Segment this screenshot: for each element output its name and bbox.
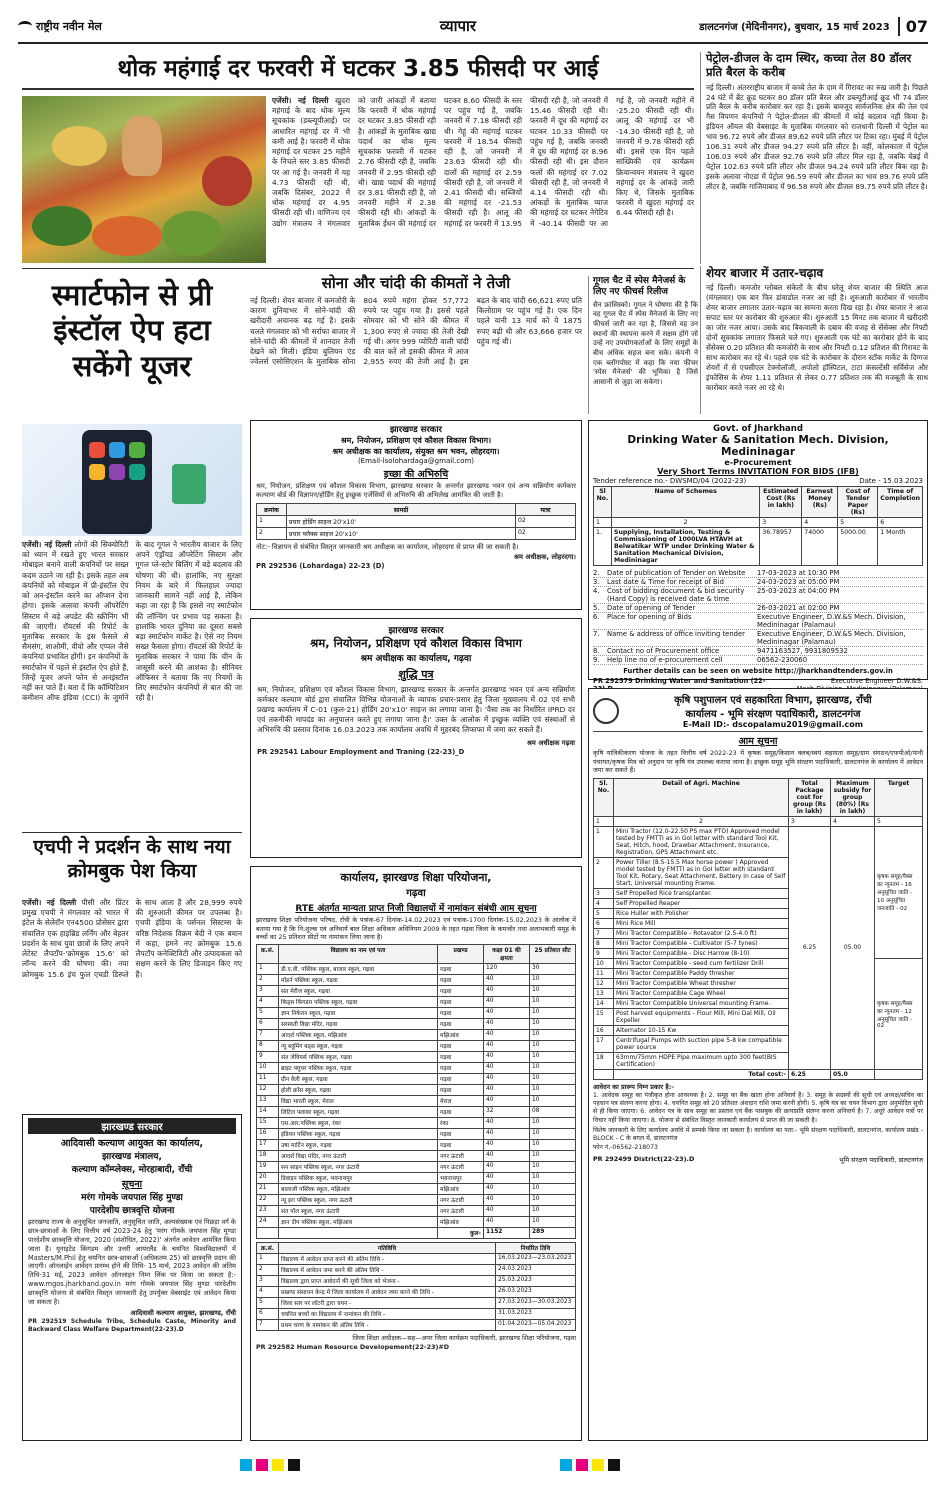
table-row: 11 Mini Tractor Compatible Paddy thresher	[594, 968, 923, 978]
table-row: 3 विद्यालय द्वारा प्राप्त आवेदनों की सूची जिला को भेजना - 25.03.2023	[257, 1275, 576, 1286]
table-row: 1 विद्यालय में आवेदन प्राप्त करने की अंतिम तिथि - 16.03.2023—23.03.2023	[257, 1253, 576, 1264]
table-row: 14 Mini Tractor Compatible Universal mounting Frame.	[594, 998, 923, 1008]
tender-table: Sl No. Name of Schemes Estimated Cost (Rs in lakh) Earnest Money (Rs) Cost of Tender Paper (Rs) Time of Completion 1 2 3 4 5 6 1. Supplying, Installation, Testing & Commissioning of 1000LVA HTAVH at Belwatikar WTP under Drinking Water & Sanitation Mechanical Division, Medininagar 36.78957 74000 5000.00 1 Month	[593, 486, 923, 566]
table-row: 9 Mini Tractor Compatible - Disc Harrow (8-10)	[594, 948, 923, 958]
ad-drinking-water-tender: Govt. of Jharkhand Drinking Water & Sanitation Mech. Division, Medininagar e-Procurement Very Short Terms INVITATION FOR BIDS (IFB) Tender reference no.- DWSMD/04 (2022-23) Date - 15.03.2023 Sl No. Name of Schemes Estimated Cost (Rs in lakh) Earnest Money (Rs) Cost of Tender Paper (Rs) Time of Completion 1 2 3 4 5 6 1. Supplying, Installation, Testing & Commissioning of 1000LVA HTAVH at Belwatikar WTP under Drinking Water & Sanitation Mechanical Division, Medininagar 36.78957 74000 5000.00 1 Month 2. Date of publication of Tender on Website 17-03-2023 at 10:30 PM 3. Last date & Time for receipt of Bid 24-03-2023 at 05:00 PM 4. Cost of bidding document & bid security (Hard Copy) is received date & time 25-03-2023 at 04:00 PM 5. Date of opening of Tender 26-03-2021 at 02:00 PM 6. Place for opening of Bids Executive Engineer, D.W.&S Mech. Division, Medininagar (Palamau) 7. Name & address of office inviting tender Executive Engineer, D.W.&S Mech. Division, Medininagar (Palamau) 8. Contact no of Procurement office 9471163527, 9931809532 9. Help line no of e-procurement cell 06562-230060 Further details can be seen on website http://jharkhandtenders.gov.in PR 292579 Drinking Water and Sanitation (22- Executive Engineer D.W.&S.	[588, 420, 928, 680]
table-row: 4 प्रखण्ड संसाधन केन्द्र में जिला कार्यालय में आवेदन जमा करने की तिथि - 26.03.2023	[257, 1286, 576, 1297]
table-row: 5 जिला स्तर पर लॉटरी द्वारा चयन - 27.03.2023—30.03.2023	[257, 1297, 576, 1308]
jharkhand-emblem-icon	[593, 698, 619, 724]
paper-name: राष्ट्रीय नवीन मेल	[18, 19, 198, 34]
table-row: 18 आदर्श विद्या मंदिर, नगर ऊंटारी नगर ऊंटारी 40 10	[257, 1150, 576, 1161]
table-row: 1 Mini Tractor (12.0-22.50 PS max PTO) Approved model tested by FMTTI as in GoI letter with standard Tool Kit, Seat, Hitch, hood, Drawbar Attachment, Insurance, Registration, GPS Attachment etc. 6.25 05.00 कृषक समूह/पैक्स का न्यूनतम - 16 अनुसूचित जाति - 10 अनुसूचित जनजाति - 02	[594, 826, 923, 857]
table-row: 10 Mini Tractor Compatible - seed cum fertilizer Drill कृषक समूह/पैक्स का न्यूनतम - 12 अनुसूचित जाति - 02	[594, 958, 923, 968]
table-row: 17 उषा मार्टिन स्कूल, गढ़वा गढ़वा 40 10	[257, 1139, 576, 1150]
table-row: 6 सरस्वती विद्या मंदिर, गढ़वा गढ़वा 40 10	[257, 1018, 576, 1029]
table-row: 12 होली क्रॉस स्कूल, गढ़वा गढ़वा 40 10	[257, 1084, 576, 1095]
schedule-table: क्र.सं. गतिविधि निर्धारित तिथि 1 विद्यालय में आवेदन प्राप्त करने की अंतिम तिथि - 16.03.2023—23.03.2023 2 विद्यालय में आवेदन जमा करने की अंतिम तिथि - 24.03.2023 3 विद्यालय द्वारा प्राप्त आवेदनों की सूची जिला को भेजना - 25.03.2023 4 प्रखण्ड संसाधन केन्द्र में जिला कार्यालय में आवेदन जमा करने की तिथि - 26.03.2023 5 जिला स्तर पर लॉटरी द्वारा चयन - 27.03.2023—30.03.2023 6 चयनित बच्चों का विद्यालय में नामांकन की तिथि - 31.03.2023 7 प्रथम चरण के नामांकन की अंतिम तिथि - 01.04.2023—05.04.2023	[256, 1242, 576, 1331]
table-row: 5 Rice Huller with Polisher	[594, 908, 923, 918]
table-row: 11 ग्रीन वैली स्कूल, गढ़वा गढ़वा 40 10	[257, 1073, 576, 1084]
masthead	[18, 10, 928, 44]
ad-labour-lohardaga: झारखण्ड सरकार श्रम, नियोजन, प्रशिक्षण एवं कौशल विकास विभाग। श्रम अधीक्षक का कार्यालय, संयुक्त श्रम भवन, लोहरदगा। (Email-lsolohardaga@gmail.com) इच्छा की अभिरुचि श्रम, नियोजन, प्रशिक्षण एवं कौशल विकास विभाग, झारखण्ड सरकार के अन्तर्गत झारखण्ड भवन एवं अन्य सन्निर्माण कर्मकार कल्याण बोर्ड की विज्ञापन/होर्डिंग हेतु इच्छुक एजेंसियों से अभिरुचि की अभिलेख आमंत्रित की जाती है। क्रमांक सामग्री मात्रा 1 प्रचार होर्डिंग साइज 20'x10' 02 2 प्रचार फ्लैक्स साइज 20'x10' 02 नोट:- विज्ञापन से संबंधित विस्तृत जानकारी श्रम अधीक्षक का कार्यालय, लोहरदगा से प्राप्त की जा सकती है। श्रम अधीक्षक, लोहरदगा। PR 292536 (Lohardaga) 22-23 (D)	[250, 420, 582, 610]
table-row: 12 Mini Tractor Compatible Wheat thresher	[594, 978, 923, 988]
school-table: क्र.सं. विद्यालय का नाम एवं पता प्रखण्ड कक्षा 01 की क्षमता 25 प्रतिशत सीट 1 डी.ए.वी. पब्लिक स्कूल, बाजार स्कूल, गढ़वा गढ़वा 120 30 2 मॉडर्न पब्लिक स्कूल, गढ़वा गढ़वा 40 10 3 संत मेरीज स्कूल, गढ़वा गढ़वा 40 10 4 किड्स किंगडम पब्लिक स्कूल, गढ़वा गढ़वा 40 10 5 ज्ञान निकेतन स्कूल, गढ़वा गढ़वा 40 10 6 सरस्वती विद्या मंदिर, गढ़वा गढ़वा 40 10 7 आदर्श पब्लिक स्कूल, मझिआंव मझिआंव 40 10 8 न्यू ब्लूमिंग बड्स स्कूल, गढ़वा गढ़वा 40 10 9 संत जेवियर्स पब्लिक स्कूल, गढ़वा गढ़वा 40 10 10 ब्राइट फ्यूचर पब्लिक स्कूल, गढ़वा गढ़वा 40 10 11 ग्रीन वैली स्कूल, गढ़वा गढ़वा 40 10 12 होली क्रॉस स्कूल, गढ़वा गढ़वा 40 10 13 विद्या भारती स्कूल, मेराल मेराल 40 10 14 लिटिल फ्लावर स्कूल, गढ़वा गढ़वा 32 08 15 एस.आर.पब्लिक स्कूल, रंका रंका 40 10 16 इंडियन पब्लिक स्कूल, गढ़वा गढ़वा 40 10 17 उषा मार्टिन स्कूल, गढ़वा गढ़वा 40 10 18 आदर्श विद्या मंदिर, नगर ऊंटारी नगर ऊंटारी 40 10 19 सन साइन पब्लिक स्कूल, नगर ऊंटारी नगर ऊंटारी 40 10 20 डिवाइन पब्लिक स्कूल, भवनाथपुर भवनाथपुर 40 10 21 बालाजी पब्लिक स्कूल, मझिआंव मझिआंव 40 10 22 न्यू इरा पब्लिक स्कूल, नगर ऊंटारी नगर ऊंटारी 40 10 23 संत पॉल स्कूल, नगर ऊंटारी नगर ऊंटारी 40 10 24 ज्ञान दीप पब्लिक स्कूल, मझिआंव मझिआंव 40 10 कुल- 1152 289	[256, 944, 576, 1239]
table-row: 22 न्यू इरा पब्लिक स्कूल, नगर ऊंटारी नगर ऊंटारी 40 10	[257, 1194, 576, 1205]
ad-rte-admission: कार्यालय, झारखण्ड शिक्षा परियोजना, गढ़वा RTE अंतर्गत मान्यता प्राप्त निजी विद्यालयों में नामांकन संबंधी आम सूचना झारखण्ड शिक्षा परियोजना परिषद, राँची के पत्रांक-67 दिनांक-14.02.2023 एवं पत्रांक-1700 दिनांक-15.02.2023 के आलोक में बताया गया है कि नि:शुल्क एवं अनिवार्य बाल शिक्षा अधिकार अधिनियम 2009 के तहत गढ़वा जिला के कमजोर तथा अलाभकारी समूह के बच्चों का 25 प्रतिशत सीटों पर नामांकन लिया जाना है। क्र.सं. विद्यालय का नाम एवं पता प्रखण्ड कक्षा 01 की क्षमता 25 प्रतिशत सीट 1 डी.ए.वी. पब्लिक स्कूल, बाजार स्कूल, गढ़वा गढ़वा 120 30 2 मॉडर्न पब्लिक स्कूल, गढ़वा गढ़वा 40 10 3 संत मेरीज स्कूल, गढ़वा गढ़वा 40 10 4 किड्स किंगडम पब्लिक स्कूल, गढ़वा गढ़वा 40 10 5 ज्ञान निकेतन स्कूल, गढ़वा गढ़वा 40 10 6 सरस्वती विद्या मंदिर, गढ़वा गढ़वा 40 10 7 आदर्श पब्लिक स्कूल, मझिआंव मझिआंव 40 10 8 न्यू ब्लूमिंग बड्स स्कूल, गढ़वा गढ़वा 40 10 9 संत जेवियर्स पब्लिक स्कूल, गढ़वा गढ़वा 40 10 10 ब्राइट फ्यूचर पब्लिक स्कूल, गढ़वा गढ़वा 40 10 11 ग्रीन वैली स्कूल, गढ़वा गढ़वा 40 10 12 होली क्रॉस स्कूल, गढ़वा गढ़वा 40 10 13 विद्या भारती स्कूल, मेराल मेराल 40 10 14 लिटिल फ्लावर स्कूल, गढ़वा गढ़वा 32 08 15 एस.आर.पब्लिक स्कूल, रंका रंका 40 10 16 इंडियन पब्लिक स्कूल, गढ़वा गढ़वा 40 10 17 उषा मार्टिन स्कूल, गढ़वा गढ़वा 40 10 18 आदर्श विद्या मंदिर, नगर ऊंटारी नगर ऊंटारी 40 10 19 सन साइन पब्लिक स्कूल, नगर ऊंटारी नगर ऊंटारी 40 10 20 डिवाइन पब्लिक स्कूल, भवनाथपुर भवनाथपुर 40 10 21 बालाजी पब्लिक स्कूल, मझिआंव मझिआंव 40 10 22 न्यू इरा पब्लिक स्कूल, नगर ऊंटारी नगर ऊंटारी 40 10 23 संत पॉल स्कूल, नगर ऊंटारी नगर ऊंटारी 40 10 24 ज्ञान दीप पब्लिक स्कूल, मझिआंव मझिआंव 40 10 कुल- 1152 289 क्र.सं. गतिविधि निर्धारित तिथि 1 विद्यालय में आवेदन प्राप्त करने की अंतिम तिथि - 16.03.2023—23.03.2023 2 विद्यालय में आवेदन जमा करने की अंतिम तिथि - 24.03.2023 3 विद्यालय द्वारा प्राप्त आवेदनों की सूची जिला को भेजना - 25.03.2023 4 प्रखण्ड संसाधन केन्द्र में जिला कार्यालय में आवेदन जमा करने की तिथि - 26.03.2023 5 जिला स्तर पर लॉटरी द्वारा चयन - 27.03.2023—30.03.2023 6 चयनित बच्चों का विद्यालय में नामांकन की तिथि - 31.03.2023 7 प्रथम चरण के नामांकन की अंतिम तिथि - 01.04.2023—05.04.2023 जिला शिक्षा अधीक्षक—सह—अपर जिला कार्यक्रम पदाधिकारी, झारखण्ड शिक्षा परियोजना, गढ़वा PR 292582 Human Resource Developement(22-23)#D	[250, 866, 582, 1441]
table-row: 8 न्यू ब्लूमिंग बड्स स्कूल, गढ़वा गढ़वा 40 10	[257, 1040, 576, 1051]
tender-detail-row: 2. Date of publication of Tender on Website 17-03-2023 at 10:30 PM	[593, 569, 923, 578]
table-row: 6 चयनित बच्चों का विद्यालय में नामांकन की तिथि - 31.03.2023	[257, 1308, 576, 1319]
machine-table: Sl. No. Detail of Agri. Machine Total Package cost for group (Rs in lakh) Maximum subsidy for group (80%) (Rs in lakh) Target 1 2 3 4 5 1 Mini Tractor (12.0-22.50 PS max PTO) Approved model tested by FMTTI as in GoI letter with standard Tool Kit, Seat, Hitch, hood, Drawbar Attachment, Insurance, Registration, GPS Attachment etc. 6.25 05.00 कृषक समूह/पैक्स का न्यूनतम - 16 अनुसूचित जाति - 10 अनुसूचित जनजाति - 02 2 Power Tiller (8.5-15.5 Max horse power ) Approved model tested by FMTTI as in GoI letter with standard Tool Kit, Rotary, Seat Attachment, Battery in case of Self Start, Universal mounting Frame. 3 Self Propelled Rice transplanter. 4 Self Propelled Reaper 5 Rice Huller with Polisher 6 Mini Rice Mill 7 Mini Tractor Compatible - Rotavator (2.5-4.0 ft) 8 Mini Tractor Compatible - Cultivator (5-7 tynes) 9 Mini Tractor Compatible - Disc Harrow (8-10) 10 Mini Tractor Compatible - seed cum fertilizer Drill कृषक समूह/पैक्स का न्यूनतम - 12 अनुसूचित जाति - 02 11 Mini Tractor Compatible Paddy thresher 12 Mini Tractor Compatible Wheat thresher 13 Mini Tractor Compatible Cage Wheel 14 Mini Tractor Compatible Universal mounting Frame. 15 Post harvest equipments - Flour Mill, Mini Dal Mill, Oil Expeller 16 Alternator 10-15 Kw 17 Centrifugal Pumps with suction pipe 5-8 kw compatible power source 18 63mm/75mm HDPE Pipe maximum upto 300 feet(BIS Certification) Total cost:- 6.25 05.0	[593, 778, 923, 1080]
table-row: 1 प्रचार होर्डिंग साइज 20'x10' 02	[257, 516, 576, 528]
hp-article: एजेंसी। नई दिल्ली पीसी और प्रिंटर प्रमुख एचपी ने मंगलवार को भारत में इंटेल के सेलेरॉन एन4500 प्रोसेसर द्वारा संचालित एक हाइब्रिड लर्निंग और बेहतर प्रदर्शन के साथ युवा छात्रों के लिए अपने लेटेस्ट लैपटॉप-'क्रोमबुक 15.6' को लॉन्च करने की घोषणा की। नया क्रोमबुक 15.6 इंच फुल एचडी डिस्प्ले के साथ आता है और 28,999 रुपये की शुरुआती कीमत पर उपलब्ध है। एचपी इंडिया के पर्सनल सिस्टम्स के वरिष्ठ निदेशक विक्रम बेदी ने एक बयान में कहा, हमने नए क्रोमबुक 15.6 लैपटॉप कनेक्टिविटी और उत्पादकता को सक्षम करने के लिए डिजाइन किए गए हैं।	[22, 898, 242, 979]
table-row: 18 63mm/75mm HDPE Pipe maximum upto 300 feet(BIS Certification)	[594, 1052, 923, 1069]
table-row: 21 बालाजी पब्लिक स्कूल, मझिआंव मझिआंव 40 10	[257, 1183, 576, 1194]
table-row: 15 Post harvest equipments - Flour Mill, Mini Dal Mill, Oil Expeller	[594, 1008, 923, 1025]
table-row: 10 ब्राइट फ्यूचर पब्लिक स्कूल, गढ़वा गढ़वा 40 10	[257, 1062, 576, 1073]
print-registration-strip	[0, 1458, 945, 1472]
table-row: 2 प्रचार फ्लैक्स साइज 20'x10' 02	[257, 528, 576, 540]
smartphone-headline: स्मार्टफोन से प्री इंस्टॉल ऐप हटा सकेंगे यूजर	[51, 278, 213, 383]
lohardaga-items-table: क्रमांक सामग्री मात्रा 1 प्रचार होर्डिंग साइज 20'x10' 02 2 प्रचार फ्लैक्स साइज 20'x10' 02	[256, 503, 576, 540]
smartphone-article: एजेंसी। नई दिल्ली लोगों की सिक्योरिटी को ध्यान में रखते हुए भारत सरकार मोबाइल बनाने वाली कंपनियों पर सख्त कदम उठाने जा रही है। इसके तहत अब कंपनियों को मोबाइल में प्री-इंस्टॉल ऐप को अन-इंस्टॉल करने का ऑप्शन देना होगा। इसके अलावा कंपनी ऑपरेटिंग सिस्टम में बड़े अपडेट की स्क्रीनिंग भी की जाएगी। रॉयटर्स की रिपोर्ट के मुताबिक सरकार के इस फैसले से सैमसंग, शाओमी, वीवो और एप्पल जैसे कंपनियां प्रभावित होंगी। इन कंपनियों के स्मार्टफोन में पहले से इंस्टॉल ऐप होते हैं, जिन्हें यूजर अपने फोन से अनइंस्टॉल नहीं कर पाते हैं। बता दें कि कॉम्पिटिशन कमीशन ऑफ इंडिया (CCI) के जुर्माने के बाद गूगल ने भारतीय बाजार के लिए अपने एंड्रॉयड ऑपरेटिंग सिस्टम और गूगल प्ले-स्टोर बिलिंग में बड़े बदलाव की घोषणा की थी। हालांकि, नए सुरक्षा नियम के बारे में फिलहाल ज्यादा जानकारी सामने नहीं आई है, लेकिन कहा जा रहा है कि इससे नए स्मार्टफोन की लॉन्चिंग पर प्रभाव पड़ सकता है। हालांकि भारत दुनिया का दूसरा सबसे बड़ा स्मार्टफोन मार्केट है। ऐसे नए नियम सख्त फैसला होगा। रॉयटर्स की रिपोर्ट के मुताबिक सरकार ने पाया कि चीन के जासूसी करने की आशंका है। सीनियर ऑफिसर ने बताया कि नए नियमों के लिए स्मार्टफोन कंपनियों से बात की जा रही है।	[22, 540, 242, 703]
table-row: 16 इंडियन पब्लिक स्कूल, गढ़वा गढ़वा 40 10	[257, 1128, 576, 1139]
table-row: 6 Mini Rice Mill	[594, 918, 923, 928]
table-row: 2 विद्यालय में आवेदन जमा करने की अंतिम तिथि - 24.03.2023	[257, 1264, 576, 1275]
recycle-bin-icon	[172, 464, 206, 504]
wpi-headline: थोक महंगाई दर फरवरी में घटकर 3.85 फीसदी पर आई	[22, 52, 694, 90]
section-title: व्यापार	[439, 17, 476, 35]
tender-detail-row: 9. Help line no of e-procurement cell 06562-230060	[593, 656, 923, 665]
table-row: 7 प्रथम चरण के नामांकन की अंतिम तिथि - 01.04.2023—05.04.2023	[257, 1319, 576, 1330]
table-row: 13 विद्या भारती स्कूल, मेराल मेराल 40 10	[257, 1095, 576, 1106]
table-total-row: Total cost:- 6.25 05.0	[594, 1069, 923, 1079]
gold-silver-article: सोना और चांदी की कीमतों ने तेजी नई दिल्ली। शेयर बाजार में कमजोरी के कारण दुनियाभर में सोने-चांदी की खरीदारी अचानक बढ़ गई है। इसके चलते मंगलवार को भी सर्राफा बाजार में सोने-चांदी की कीमतों में शानदार तेजी देखने को मिली। इंडिया बुलियन एंड ज्वेलर्स एसोसिएशन के मुताबिक सोना 804 रुपये महंगा होकर 57,772 रुपये पर पहुंच गया है। इससे पहले सोमवार को भी सोने की कीमत में 1,300 रुपए से ज्यादा की तेजी देखी गई थी। अगर 999 प्योरिटी वाली चांदी की बात करें तो इसकी कीमत में आज 2,955 रुपए की तेजी आई है। इस बढ़त के बाद चांदी 66,621 रुपए प्रति किलोग्राम पर पहुंच गई है। एक दिन पहले यानी 13 मार्च को ये 1875 रुपए बढ़ी थी और 63,666 हजार पर पहुंच गई थी।	[250, 274, 582, 367]
table-row: 16 Alternator 10-15 Kw	[594, 1025, 923, 1035]
table-row: 2 Power Tiller (8.5-15.5 Max horse power ) Approved model tested by FMTTI as in GoI letter with standard Tool Kit, Rotary, Seat Attachment, Battery in case of Self Start, Universal mounting Frame.	[594, 857, 923, 888]
fuel-article: पेट्रोल-डीजल के दाम स्थिर, कच्चा तेल 80 डॉलर प्रति बैरल के करीब नई दिल्ली। अंतरराष्ट्रीय बाजार में कच्चे तेल के दाम में गिरावट का रुख जारी है। पिछले 24 घंटे में ब्रेंट क्रूड घटकर 80 डॉलर प्रति बैरल और डब्ल्यूटीआई क्रूड भी 74 डॉलर प्रति बैरल के करीब कारोबार कर रहा है। इसके बावजूद सार्वजनिक क्षेत्र की तेल एवं गैस विपणन कंपनियों ने पेट्रोल-डीजल की कीमतों में कोई बदलाव नहीं किया है। इंडियन ऑयल की वेबसाइट के मुताबिक मंगलवार को राजधानी दिल्ली में पेट्रोल का भाव 96.72 रुपये और डीजल 89.62 रुपये प्रति लीटर पर टिका रहा। मुंबई में पेट्रोल 106.31 रुपये और डीजल 94.27 रुपये प्रति लीटर है। वहीं, कोलकाता में पेट्रोल 106.03 रुपये और डीजल 92.76 रुपये प्रति लीटर मिल रहा है, जबकि चेन्नई में पेट्रोल 102.63 रुपये प्रति लीटर और डीजल 94.24 रुपये प्रति लीटर बिक रहा है। इसके अलावा नोएडा में पेट्रोल 96.59 रुपये और डीजल का भाव 89.76 रुपये प्रति लीटर है, जबकि गाजियाबाद में 96.58 रुपये और डीजल 89.75 रुपये प्रति लीटर है।	[700, 52, 928, 264]
table-row: 23 संत पॉल स्कूल, नगर ऊंटारी नगर ऊंटारी 40 10	[257, 1205, 576, 1216]
tender-detail-row: 8. Contact no of Procurement office 9471163527, 9931809532	[593, 647, 923, 656]
hp-headline: एचपी ने प्रदर्शन के साथ नया क्रोमबुक पेश किया	[22, 832, 242, 896]
table-row: 3 Self Propelled Rice transplanter.	[594, 888, 923, 898]
table-row: 17 Centrifugal Pumps with suction pipe 5-8 kw compatible power source	[594, 1035, 923, 1052]
table-row: 5 ज्ञान निकेतन स्कूल, गढ़वा गढ़वा 40 10	[257, 1007, 576, 1018]
tender-details	[593, 569, 923, 665]
tender-detail-row: 6. Place for opening of Bids Executive Engineer, D.W.&S Mech. Division, Medininagar (Palamau)	[593, 613, 923, 630]
tender-detail-row: 7. Name & address of office inviting tender Executive Engineer, D.W.&S Mech. Division, Medininagar (Palamau)	[593, 630, 923, 647]
table-row: 7 आदर्श पब्लिक स्कूल, मझिआंव मझिआंव 40 10	[257, 1029, 576, 1040]
table-row: 14 लिटिल फ्लावर स्कूल, गढ़वा गढ़वा 32 08	[257, 1106, 576, 1117]
google-chat-article: गूगल चैट में स्पेस मैनेजर्स के लिए नए फीचर्स रिलीज सैन फ्रांसिस्को। गूगल ने घोषणा की है कि वह गूगल चैट में स्पेस मैनेजर्स के लिए नए फीचर्स जारी कर रहा है, जिससे वह उन स्थानों की स्थापना करने में सक्षम होंगे जो उन्हें नए उपयोगकर्ताओं के लिए समूहों के बीच अधिक सहज बना सके। कंपनी ने एक ब्लॉगपोस्ट में कहा कि नया फीचर 'स्पेस मैनेजर्स' की भूमिका है जिसे आसानी से जुड़ा जा सकेगा।	[588, 276, 698, 414]
page-dateline: डालटनगंज (मेदिनीनगर), बुधवार, 15 मार्च 2023	[699, 22, 890, 33]
bird-logo-icon	[18, 21, 32, 31]
ad-tribal-scholarship: झारखण्ड सरकार आदिवासी कल्याण आयुक्त का कार्यालय, झारखण्ड मंत्रालय, कल्याण कॉम्प्लेक्स, मोरहाबादी, राँची सूचना मरंग गोमके जयपाल सिंह मुण्डा पारदेशीय छात्रवृत्ति योजना झारखण्ड राज्य के अनुसूचित जनजाति, अनुसूचित जाति, अल्पसंख्यक एवं पिछड़ा वर्ग के छात्र-छात्राओं के लिए वित्तीय वर्ष 2023-24 हेतु 'मरंग गोमके जयपाल सिंह मुण्डा पारदेशीय छात्रवृत्ति योजना, 2020 (संशोधित, 2022)' अंतर्गत आवेदन आमंत्रित किया जाता है। यूनाइटेड किंगडम और उत्तरी आयरलैंड के चयनित विश्वविद्यालयों में Masters/M.Phil हेतु चयनित छात्र-छात्राओं (अधिकतम 25) को छात्रवृत्ति प्रदान की जाएगी। ऑनलाईन आवेदन प्रारम्भ होने की तिथि- 15 मार्च, 2023 आवेदन की अंतिम तिथि-31 मई, 2023 आवेदन ऑनलाइन निम्न लिंक पर किया जा सकता है:- www.mgos.jharkhand.gov.in मरंग गोमके जयपाल सिंह मुण्डा पारदेशीय छात्रवृत्ति योजना से संबंधित विस्तृत जानकारी हेतु उपर्युक्त वेबसाईट एवं आवेदन किया जा सकता है। आदिवासी कल्याण आयुक्त, झारखण्ड, राँची PR 292519 Schedule Tribe, Schedule Caste, Minority and Backward Class Welfare Department(22-23).D	[22, 1114, 242, 1441]
table-row: 15 एस.आर.पब्लिक स्कूल, रंका रंका 40 10	[257, 1117, 576, 1128]
wpi-article: एजेंसी। नई दिल्ली खुदरा महंगाई के बाद थोक मूल्य सूचकांक (डब्ल्यूपीआई) पर आधारित महंगाई दर में भी कमी आई है। फरवरी में थोक महंगाई दर घटकर 25 महीने के निचले स्तर 3.85 फीसदी पर आ गई है। जनवरी में यह 4.73 फीसदी रही थी, जबकि दिसंबर, 2022 में थोक महंगाई दर 4.95 फीसदी रही थी। वाणिज्य एवं उद्योग मंत्रालय ने मंगलवार को जारी आंकड़ों में बताया कि फरवरी में थोक महंगाई दर घटकर 3.85 फीसदी रही है। आंकड़ों के मुताबिक खाद्य पदार्थ का थोक मूल्य सूचकांक फरवरी में घटकर 2.76 फीसदी रही है, जबकि जनवरी में 2.95 फीसदी रही थी। खाद्य पदार्थ की महंगाई दर 3.81 फीसदी रही है, जो जनवरी महीने में 2.38 फीसदी रही थी। आंकड़ों के मुताबिक ईंधन की महंगाई दर घटकर 8.60 फीसदी के स्तर पर पहुंच गई है, जबकि जनवरी में 7.18 फीसदी रही थी। गेहूं की महंगाई घटकर फरवरी में 18.54 फीसदी रही है, जो जनवरी में 23.63 फीसदी रही थी। दालों की महंगाई दर 2.59 फीसदी रही है, जो जनवरी में 2.41 फीसदी थी। सब्जियों की महंगाई दर -21.53 फीसदी रही है। आलू की महंगाई दर फरवरी में 13.95 फीसदी रही है, जो जनवरी में 15.46 फीसदी रही थी। फरवरी में दूध की महंगाई दर घटकर 10.33 फीसदी पर पहुंच गई है, जबकि जनवरी में दूध की महंगाई दर 8.96 फीसदी रही थी। इस दौरान फलों की महंगाई दर 7.02 फीसदी रही है, जो जनवरी में 4.14 फीसदी रही थी। आंकड़ों के मुताबिक प्याज की महंगाई दर घटकर नेगेटिव में -40.14 फीसदी पर आ गई है, जो जनवरी महीने में -25.20 फीसदी रही थी। आलू की महंगाई दर भी -14.30 फीसदी रही है, जो जनवरी में 9.78 फीसदी रही थी। इससे एक दिन पहले सांख्यिकी एवं कार्यक्रम क्रियान्वयन मंत्रालय ने खुदरा महंगाई दर के आंकड़े जारी किए थे, जिसके मुताबिक फरवरी में खुदरा महंगाई दर 6.44 फीसदी रही है।	[272, 96, 694, 228]
table-row: 1. Supplying, Installation, Testing & Commissioning of 1000LVA HTAVH at Belwatikar WTP under Drinking Water & Sanitation Mechanical Division, Medininagar 36.78957 74000 5000.00 1 Month	[594, 528, 923, 566]
table-total-row: कुल- 1152 289	[257, 1227, 576, 1238]
table-row: 3 संत मेरीज स्कूल, गढ़वा गढ़वा 40 10	[257, 985, 576, 996]
table-row: 2 मॉडर्न पब्लिक स्कूल, गढ़वा गढ़वा 40 10	[257, 974, 576, 985]
table-row: 9 संत जेवियर्स पब्लिक स्कूल, गढ़वा गढ़वा 40 10	[257, 1051, 576, 1062]
table-row: 4 किड्स किंगडम पब्लिक स्कूल, गढ़वा गढ़वा 40 10	[257, 996, 576, 1007]
table-row: 8 Mini Tractor Compatible - Cultivator (5-7 tynes)	[594, 938, 923, 948]
table-row: 24 ज्ञान दीप पब्लिक स्कूल, मझिआंव मझिआंव 40 10	[257, 1216, 576, 1227]
tender-detail-row: 5. Date of opening of Tender 26-03-2021 at 02:00 PM	[593, 604, 923, 613]
tender-detail-row: 3. Last date & Time for receipt of Bid 24-03-2023 at 05:00 PM	[593, 578, 923, 587]
table-row: 13 Mini Tractor Compatible Cage Wheel	[594, 988, 923, 998]
vegetable-market-photo	[22, 96, 266, 263]
table-row: 7 Mini Tractor Compatible - Rotavator (2.5-4.0 ft)	[594, 928, 923, 938]
smartphone-apps-image	[22, 424, 242, 536]
page-number: 07	[898, 17, 928, 36]
share-market-article: शेयर बाजार में उतार-चढ़ाव नई दिल्ली। कमजोर ग्लोबल संकेतों के बीच घरेलू शेयर बाजार की स्थिति आज (मंगलवार) एक बार फिर डांवाडोल नजर आ रही है। शुरुआती कारोबार में भारतीय शेयर बाजार लगातार उतार-चढ़ाव का सामना करता दिख रहा है। शेयर बाजार ने आज सपाट स्तर पर कारोबार की शुरुआत की। शुरुआती 15 मिनट तक बाजार में खरीदारी का जोर नजर आया। उसके बाद बिकवाली के दबाव की वजह से सेंसेक्स और निफ्टी दोनों सूचकांक लगातार फिसले चले गए। शुरुआती एक घंटे का कारोबार होने के बाद सेंसेक्स 0.20 प्रतिशत की कमजोरी के साथ और निफ्टी 0.12 प्रतिशत की गिरावट के साथ कारोबार कर रहे थे। पहले एक घंटे के कारोबार के दौरान स्टॉक मार्केट के दिग्गज शेयरों में से एचसीएल टेक्नोलॉजी, अपोलो हॉस्पिटल, टाटा कंसल्टेंसी सर्विसेज और इंफोसिस के शेयर 1.11 प्रतिशत से लेकर 0.77 प्रतिशत तक की मजबूती के साथ कारोबार करते नजर आ रहे थे।	[700, 266, 928, 414]
table-row: 4 Self Propelled Reaper	[594, 898, 923, 908]
table-row: 19 सन साइन पब्लिक स्कूल, नगर ऊंटारी नगर ऊंटारी 40 10	[257, 1161, 576, 1172]
ad-labour-garhwa: झारखण्ड सरकार श्रम, नियोजन, प्रशिक्षण एवं कौशल विकास विभाग श्रम अधीक्षक का कार्यालय, गढ़वा शुद्धि पत्र श्रम, नियोजन, प्रशिक्षण एवं कौशल विकास विभाग, झारखण्ड सरकार के अन्तर्गत झारखण्ड भवन एवं अन्य सन्निर्माण कर्मकार कल्याण बोर्ड द्वारा संचालित विभिन्न योजनाओं के व्यापक प्रचार-प्रसार हेतु जिला मुख्यालय में 02 एवं सभी प्रखण्ड कार्यालय में C-01 (कुल-21) होर्डिंग 20'x10' साइज का लगाया जाना है। 'वैसा तक का निर्धारित IPRD दर एवं तकनीकी मापदंड का अनुपालन करते हुए लगाया जाना है।' उक्त के आलोक में इच्छुक व्यक्ति एवं संस्थाओं से अभिरुचि की प्रस्ताव दिनांक 16.03.2023 तक कार्यालय अवधि में मुहरबंद लिफाफा में जमा कर सकते हैं। श्रम अधीक्षक गढ़वा PR 292541 Labour Employment and Traning (22-23)_D	[250, 618, 582, 858]
tender-detail-row: 4. Cost of bidding document & bid security (Hard Copy) is received date & time 25-03-2023 at 04:00 PM	[593, 587, 923, 604]
table-row: 1 डी.ए.वी. पब्लिक स्कूल, बाजार स्कूल, गढ़वा गढ़वा 120 30	[257, 963, 576, 974]
ad-agri-machines: कृषि पशुपालन एवं सहकारिता विभाग, झारखण्ड, राँची कार्यालय - भूमि संरक्षण पदाधिकारी, डालटनगंज E-Mail ID:- dscopalamu2019@gmail.com आम सूचना कृषि यांत्रिकीकरण योजना के तहत वित्तीय वर्ष 2022-23 में कृषक समूह/किसान क्लब/स्वयं सहायता समूह/ग्राम संगठन/एफपीओ/पानी पंचायत/कृषक मित्र को अनुदान पर कृषि यंत्र उपलब्ध कराया जाना है। इच्छुक समूह भूमि संरक्षण पदाधिकारी, डालटनगंज के कार्यालय में आवेदन जमा कर सकते हैं। Sl. No. Detail of Agri. Machine Total Package cost for group (Rs in lakh) Maximum subsidy for group (80%) (Rs in lakh) Target 1 2 3 4 5 1 Mini Tractor (12.0-22.50 PS max PTO) Approved model tested by FMTTI as in GoI letter with standard Tool Kit, Seat, Hitch, hood, Drawbar Attachment, Insurance, Registration, GPS Attachment etc. 6.25 05.00 कृषक समूह/पैक्स का न्यूनतम - 16 अनुसूचित जाति - 10 अनुसूचित जनजाति - 02 2 Power Tiller (8.5-15.5 Max horse power ) Approved model tested by FMTTI as in GoI letter with standard Tool Kit, Rotary, Seat Attachment, Battery in case of Self Start, Universal mounting Frame. 3 Self Propelled Rice transplanter. 4 Self Propelled Reaper 5 Rice Huller with Polisher 6 Mini Rice Mill 7 Mini Tractor Compatible - Rotavator (2.5-4.0 ft) 8 Mini Tractor Compatible - Cultivator (5-7 tynes) 9 Mini Tractor Compatible - Disc Harrow (8-10) 10 Mini Tractor Compatible - seed cum fertilizer Drill कृषक समूह/पैक्स का न्यूनतम - 12 अनुसूचित जाति - 02 11 Mini Tractor Compatible Paddy thresher 12 Mini Tractor Compatible Wheat thresher 13 Mini Tractor Compatible Cage Wheel 14 Mini Tractor Compatible Universal mounting Frame. 15 Post harvest equipments - Flour Mill, Mini Dal Mill, Oil Expeller 16 Alternator 10-15 Kw 17 Centrifugal Pumps with suction pipe 5-8 kw compatible power source 18 63mm/75mm HDPE Pipe maximum upto 300 feet(BIS Certification) Total cost:- 6.25 05.0 आवेदन का प्रारूप निम्न प्रकार है:- 1. आवेदक समूह का पंजीकृत होना आवश्यक है। 2. समूह का बैंक खाता होना अनिवार्य है। 3. समूह के सदस्यों की सूची एवं अध्यक्ष/सचिव का पहचान पत्र संलग्न करना होगा। 4. चयनित समूह को 20 प्रतिशत अंशदान राशि जमा करनी होगी। 5. कृषि यंत्र का चयन विभाग द्वारा अनुमोदित सूची से ही किया जाएगा। 6. आवेदन पत्र के साथ समूह का प्रस्ताव एवं बैंक पासबुक की छायाप्रति संलग्न करना अनिवार्य है। 7. अधूरे आवेदन पत्रों पर विचार नहीं किया जाएगा। 8. योजना से संबंधित विस्तृत जानकारी कार्यालय से प्राप्त की जा सकती है। विशेष जानकारी के लिए कार्यालय अवधि में सम्पर्क किया जा सकता है। कार्यालय का पता:- भूमि संरक्षण पदाधिकारी, डालटनगंज, कार्यालय प्रखंड - BLOCK - C के बगल में, डालटनगंज फोन नं.-06562-218073 PR 292499 District(22-23).D भूमि संरक्षण पदाधिकारी, डालटनगंज	[588, 688, 928, 1441]
table-row: 20 डिवाइन पब्लिक स्कूल, भवनाथपुर भवनाथपुर 40 10	[257, 1172, 576, 1183]
